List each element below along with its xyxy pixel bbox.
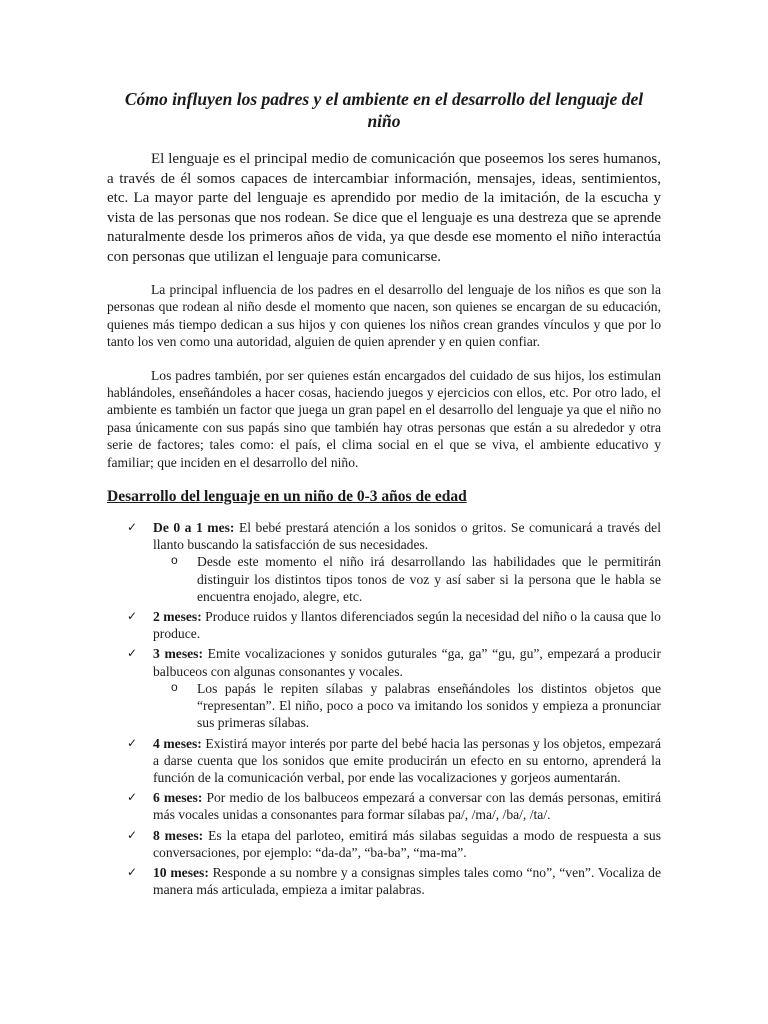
checkmark-icon: ✓ xyxy=(127,609,138,624)
list-item xyxy=(127,827,662,861)
milestone-label: 10 meses: xyxy=(153,864,209,880)
sub-list-item xyxy=(171,679,661,732)
milestone-label: 6 meses: xyxy=(153,790,203,806)
sub-item-text: Desde este momento el niño irá desarrollando las habilidades que le permitirán distinguir los distintos tipos tonos de voz y así saber si la persona que le habla se encuentra enojado, alegre, etc. xyxy=(197,554,661,604)
paragraph-parents-influence: La principal influencia de los padres en el desarrollo del lenguaje de los niños es que son la personas que rodean al niño desde el momento que nacen, son quienes se encargan de su educación, quienes más tiempo dedican a sus hijos y con quienes los niños crean grandes vínculos y que por lo tanto los ven como una autoridad, alguien de quien aprender y en quien confiar. xyxy=(107,282,661,350)
milestone-text: Es la etapa del parloteo, emitirá más silabas seguidas a modo de respuesta a sus conversaciones, por ejemplo: “da-da”, “ba-ba”, “ma-ma”. xyxy=(153,827,662,860)
checkmark-icon: ✓ xyxy=(127,827,138,842)
sub-item-text: Los papás le repiten sílabas y palabras enseñándoles los distintos objetos que “representan”. El niño, poco a poco va imitando los sonidos y empieza a pronunciar sus primeras sílabas. xyxy=(197,680,661,731)
milestone-text: Emite vocalizaciones y sonidos guturales “ga, ga” “gu, gu”, empezará a producir balbuceos con algunas consonantes y vocales. xyxy=(153,646,661,679)
milestone-label: 8 meses: xyxy=(153,827,204,843)
milestone-text: Responde a su nombre y a consignas simples tales como “no”, “ven”. Vocaliza de manera más articulada, empieza a imitar palabras. xyxy=(153,864,661,898)
list-item xyxy=(127,864,661,898)
section-heading: Desarrollo del lenguaje en un niño de 0-3 años de edad xyxy=(107,488,467,506)
milestone-label: 2 meses: xyxy=(153,609,202,625)
sub-list xyxy=(153,553,661,605)
list-item xyxy=(127,645,661,731)
paragraph-environment: Los padres también, por ser quienes están encargados del cuidado de sus hijos, los estimulan hablándoles, enseñándoles a hacer cosas, haciendo juegos y ejercicios con ellos, etc. Por otro lado, el ambiente es también un factor que juega un gran papel en el desarrollo del lenguaje ya que el niño no pasa únicamente con sus papás sino que también hay otras personas que están a su alrededor y otra serie de factores; tales como: el país, el clima social en el que se viva, el ambiente educativo y familiar; que inciden en el desarrollo del niño. xyxy=(107,367,661,470)
sub-list xyxy=(153,680,661,732)
list-item xyxy=(127,519,661,605)
circle-bullet-icon: o xyxy=(171,679,178,694)
checkmark-icon: ✓ xyxy=(127,735,138,750)
checkmark-icon: ✓ xyxy=(127,864,138,879)
circle-bullet-icon: o xyxy=(171,553,178,568)
checkmark-icon: ✓ xyxy=(127,646,138,661)
sub-list-item xyxy=(171,553,661,605)
milestone-text: Produce ruidos y llantos diferenciados según la necesidad del niño o la causa que lo produce. xyxy=(153,609,661,642)
list-item xyxy=(127,608,661,642)
milestone-label: 3 meses: xyxy=(153,646,203,662)
checkmark-icon: ✓ xyxy=(127,790,138,805)
milestone-label: De 0 a 1 mes: xyxy=(153,520,235,536)
milestone-list xyxy=(107,519,661,898)
milestone-label: 4 meses: xyxy=(153,735,202,751)
document-title: Cómo influyen los padres y el ambiente en el desarrollo del lenguaje del niño xyxy=(124,89,644,131)
list-item xyxy=(127,735,661,787)
list-item xyxy=(127,789,661,823)
paragraph-intro: El lenguaje es el principal medio de comunicación que poseemos los seres humanos, a través de él somos capaces de intercambiar información, mensajes, ideas, sentimientos, etc. La mayor parte del lenguaje es aprendido por medio de la imitación, de la escucha y vista de las personas que nos rodean. Se dice que el lenguaje es una destreza que se aprende naturalmente desde los primeros años de vida, ya que desde ese momento el niño interactúa con personas que utilizan el lenguaje para comunicarse. xyxy=(107,151,661,265)
milestone-text: El bebé prestará atención a los sonidos o gritos. Se comunicará a través del llanto buscando la satisfacción de sus necesidades. xyxy=(153,520,661,553)
checkmark-icon: ✓ xyxy=(127,520,138,535)
milestone-text: Existirá mayor interés por parte del bebé hacia las personas y los objetos, empezará a darse cuenta que los sonidos que emite producirán un efecto en su entorno, aprenderá la función de la comunicación verbal, por ende las vocalizaciones y gorjeos aumentarán. xyxy=(153,735,661,785)
milestone-text: Por medio de los balbuceos empezará a conversar con las demás personas, emitirá más vocales unidas a consonantes para formar sílabas pa/, /ma/, /ba/, /ta/. xyxy=(153,790,661,823)
